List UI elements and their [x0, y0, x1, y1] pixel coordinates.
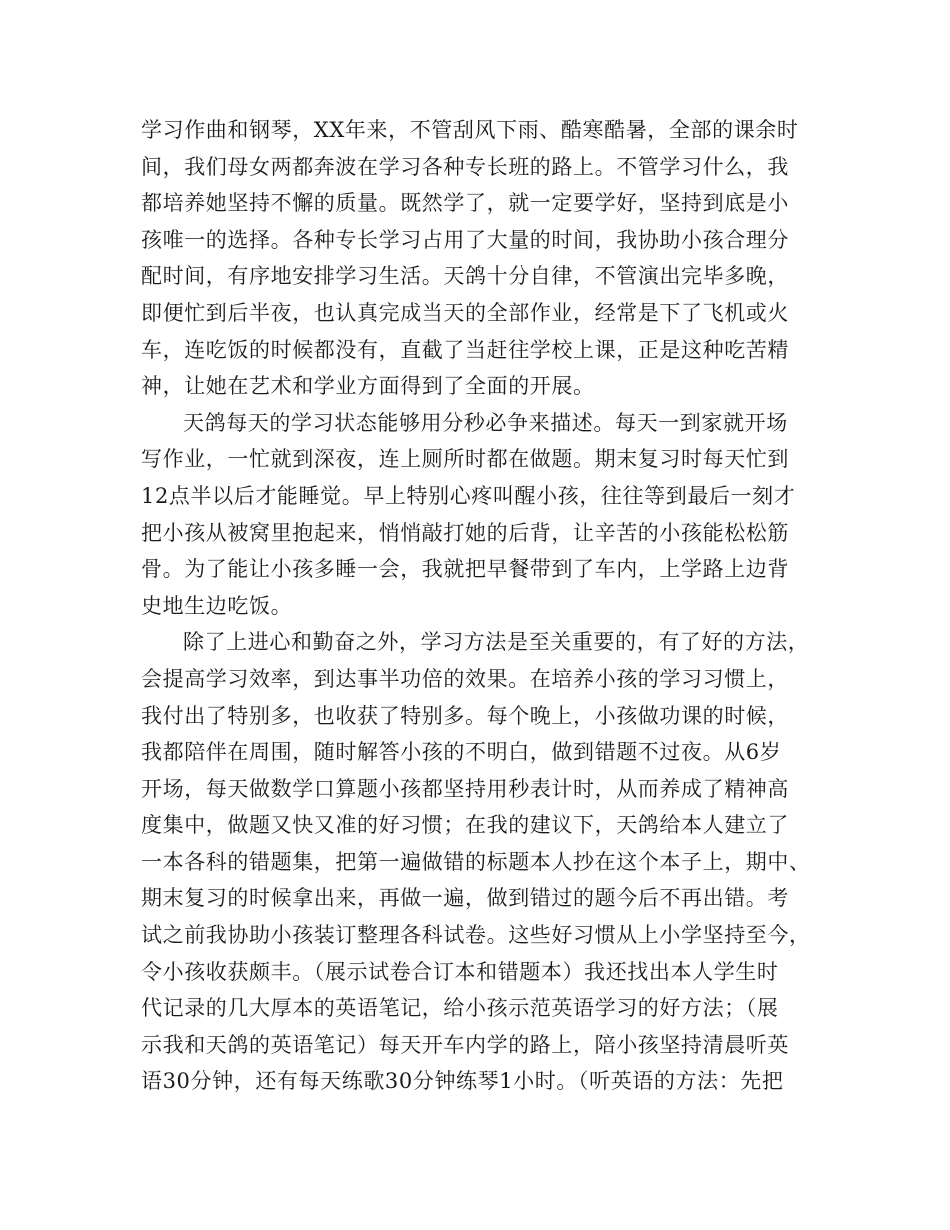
text-line: 写作业，一忙就到深夜，连上厕所时都在做题。期末复习时每天忙到: [141, 447, 789, 472]
text-line: 试之前我协助小孩装订整理各科试卷。这些好习惯从上小学坚持至今，: [141, 923, 811, 948]
text-line: 史地生边吃饭。: [141, 593, 293, 618]
text-line: 把小孩从被窝里抱起来，悄悄敲打她的后背，让辛苦的小孩能松松筋: [141, 520, 789, 545]
text-line: 语30分钟，还有每天练歌30分钟练琴1小时。（听英语的方法：先把: [141, 1069, 784, 1094]
text-line: 我付出了特别多，也收获了特别多。每个晚上，小孩做功课的时候，: [141, 703, 789, 728]
paragraph-3: [141, 624, 841, 1100]
text-line: 示我和天鸽的英语笔记）每天开车内学的路上，陪小孩坚持清晨听英: [141, 1032, 789, 1057]
text-line: 开场，每天做数学口算题小孩都坚持用秒表计时，从而养成了精神高: [141, 776, 789, 801]
text-line: 令小孩收获颇丰。（展示试卷合订本和错题本）我还找出本人学生时: [141, 959, 779, 984]
text-line: 一本各科的错题集，把第一遍做错的标题本人抄在这个本子上，期中、: [141, 849, 811, 874]
text-line: 会提高学习效率，到达事半功倍的效果。在培养小孩的学习习惯上，: [141, 666, 789, 691]
text-line: 期末复习的时候拿出来，再做一遍，做到错过的题今后不再出错。考: [141, 886, 789, 911]
text-line: 天鸽每天的学习状态能够用分秒必争来描述。每天一到家就开场: [183, 410, 788, 435]
paragraph-2: [141, 405, 841, 625]
body-text: [141, 112, 841, 1100]
text-line: 孩唯一的选择。各种专长学习占用了大量的时间，我协助小孩合理分: [141, 227, 789, 252]
text-line: 都培养她坚持不懈的质量。既然学了，就一定要学好，坚持到底是小: [141, 191, 789, 216]
text-line: 车，连吃饭的时候都没有，直截了当赶往学校上课，正是这种吃苦精: [141, 337, 789, 362]
text-line: 除了上进心和勤奋之外，学习方法是至关重要的，有了好的方法，: [183, 630, 810, 655]
text-line: 骨。为了能让小孩多睡一会，我就把早餐带到了车内，上学路上边背: [141, 557, 789, 582]
text-line: 我都陪伴在周围，随时解答小孩的不明白，做到错题不过夜。从6岁: [141, 740, 782, 765]
text-line: 度集中，做题又快又准的好习惯；在我的建议下，天鸽给本人建立了: [141, 813, 789, 838]
paragraph-1: [141, 112, 841, 405]
text-line: 学习作曲和钢琴，XX年来，不管刮风下雨、酷寒酷暑，全部的课余时: [141, 118, 799, 142]
text-line: 神，让她在艺术和学业方面得到了全面的开展。: [141, 374, 595, 399]
text-line: 间，我们母女两都奔波在学习各种专长班的路上。不管学习什么，我: [141, 154, 789, 179]
text-line: 配时间，有序地安排学习生活。天鸽十分自律，不管演出完毕多晚，: [141, 264, 789, 289]
text-line: 12点半以后才能睡觉。早上特别心疼叫醒小孩，往往等到最后一刻才: [141, 483, 796, 508]
text-line: 代记录的几大厚本的英语笔记，给小孩示范英语学习的好方法；（展: [141, 996, 779, 1021]
text-line: 即便忙到后半夜，也认真完成当天的全部作业，经常是下了飞机或火: [141, 300, 789, 325]
